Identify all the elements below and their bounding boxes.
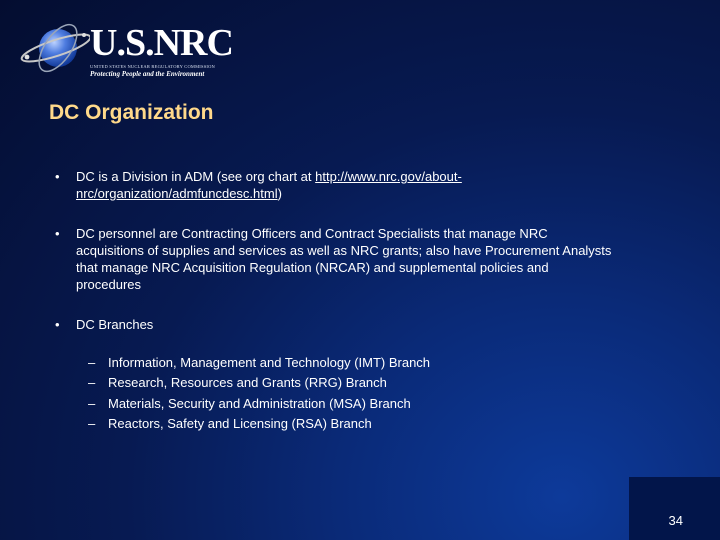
branch-text: Research, Resources and Grants (RRG) Branch xyxy=(108,375,387,391)
bullet-text: DC personnel are Contracting Officers and Contract Specialists that manage NRC acquisitions of supplies and services as well as NRC grants; also have Procurement Analysts that manage NRC Acquisition Regulation (NRCAR) and supplemental policies and procedures xyxy=(76,226,612,292)
bullet-list xyxy=(55,168,615,356)
branch-item-msa xyxy=(88,394,430,414)
slide-title: DC Organization xyxy=(49,101,214,124)
branch-item-rrg xyxy=(88,373,430,393)
page-number-box xyxy=(629,477,720,540)
bullet-marker: • xyxy=(55,317,60,332)
dash-marker: – xyxy=(88,415,96,431)
logo-wordmark: U.S.NRC xyxy=(90,22,233,64)
org-chart-link[interactable]: http://www.nrc.gov/about-nrc/organization/admfuncdesc.html xyxy=(76,169,462,201)
bullet-marker: • xyxy=(55,169,60,184)
branch-item-rsa xyxy=(88,414,430,434)
bullet-marker: • xyxy=(55,226,60,241)
bullet-text-end: ) xyxy=(277,186,282,201)
branch-item-imt xyxy=(88,353,430,373)
atom-globe-icon xyxy=(18,18,90,80)
dash-marker: – xyxy=(88,375,96,391)
branch-list xyxy=(88,353,430,434)
bullet-item-personnel xyxy=(55,225,615,293)
branch-text: Materials, Security and Administration (MSA) Branch xyxy=(108,395,411,411)
page-number: 34 xyxy=(668,513,683,528)
branch-text: Information, Management and Technology (IMT) Branch xyxy=(108,355,431,370)
bullet-item-branches xyxy=(55,316,615,333)
branch-text: Reactors, Safety and Licensing (RSA) Branch xyxy=(108,415,372,431)
nrc-logo xyxy=(18,18,233,80)
dash-marker: – xyxy=(88,355,96,370)
bullet-item-division xyxy=(55,168,615,202)
bullet-text: DC Branches xyxy=(76,317,154,332)
bullet-text: DC is a Division in ADM (see org chart at xyxy=(76,169,316,184)
logo-tagline: Protecting People and the Environment xyxy=(90,70,205,78)
dash-marker: – xyxy=(88,395,96,411)
logo-subtitle: UNITED STATES NUCLEAR REGULATORY COMMISSION xyxy=(90,64,215,69)
